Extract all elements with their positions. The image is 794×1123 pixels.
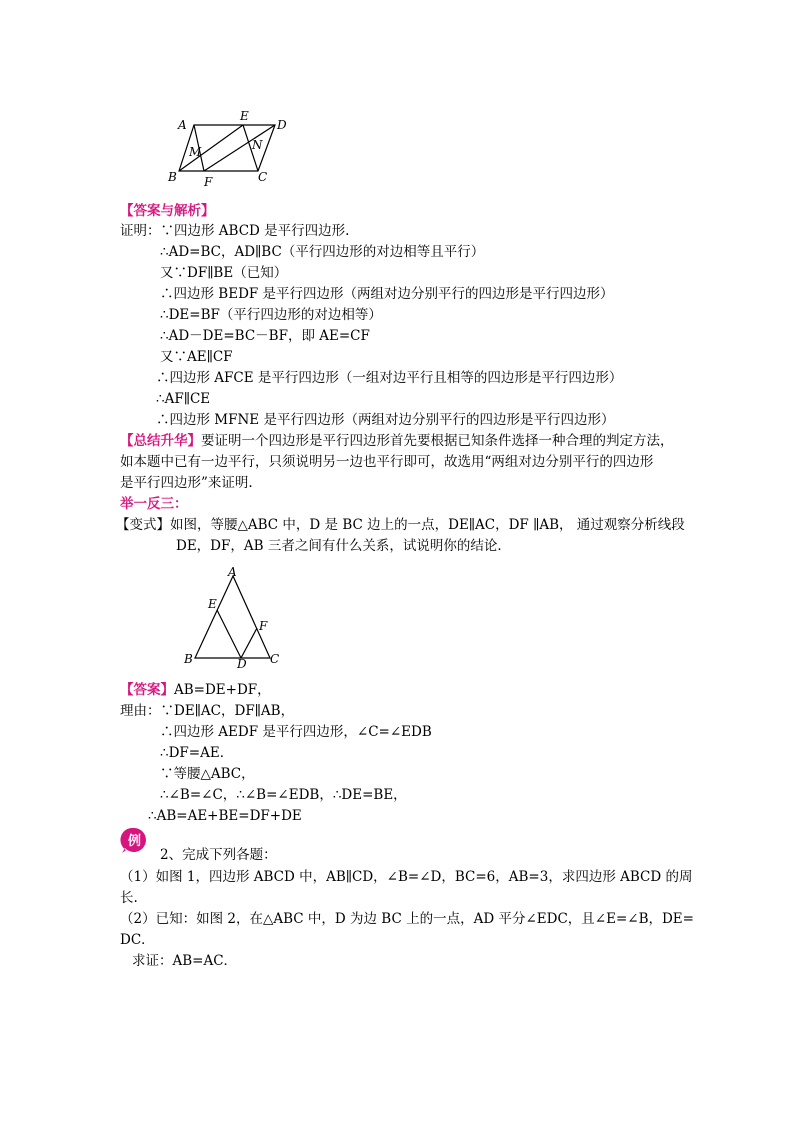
answer-text: AB=DE+DF，: [174, 682, 271, 698]
label-D: D: [277, 118, 287, 132]
summary-text: 要证明一个四边形是平行四边形首先要根据已知条件选择一种合理的判定方法，: [201, 433, 674, 449]
summary-line-3: 是平行四边形”来证明.: [120, 475, 253, 491]
answer-line: ∴AB=AE+BE=DF+DE: [148, 808, 302, 824]
proof-line: ∴AD=BC，AD∥BC（平行四边形的对边相等且平行）: [160, 244, 485, 260]
summary-tag: 【总结升华】: [120, 433, 201, 449]
variant-tag: 【变式】: [116, 517, 170, 533]
proof-line: ∴AF∥CE: [156, 391, 211, 407]
proof-line: ∴AD－DE=BC－BF，即 AE=CF: [160, 328, 370, 344]
proof-line: ∴四边形 BEDF 是平行四边形（两组对边分别平行的四边形是平行四边形）: [160, 286, 614, 302]
example-p1-line-1: （1）如图 1，四边形 ABCD 中，AB∥CD，∠B=∠D，BC=6，AB=3，求四边形 ABCD 的周: [120, 869, 693, 885]
proof-line: 又∵DF∥BE（已知）: [160, 265, 288, 281]
example-badge-icon: [120, 826, 148, 854]
label-D: D: [237, 657, 247, 671]
answer-line: ∴DF=AE．: [160, 745, 234, 761]
example-p2-line-1: （2）已知：如图 2，在△ABC 中，D 为边 BC 上的一点，AD 平分∠EDC，且∠E=∠B，DE=: [120, 911, 694, 927]
proof-line: ∴DE=BF（平行四边形的对边相等）: [160, 307, 382, 323]
example-intro: 2、完成下列各题：: [160, 847, 277, 863]
label-C: C: [258, 170, 268, 184]
label-F: F: [204, 175, 213, 189]
label-F: F: [259, 619, 268, 633]
label-B: B: [168, 170, 177, 184]
label-A: A: [178, 118, 187, 132]
answer-tag: 【答案】: [120, 682, 174, 698]
proof-line: ∴四边形 MFNE 是平行四边形（两组对边分别平行的四边形是平行四边形）: [156, 412, 615, 428]
answer-line: ∵等腰△ABC，: [160, 766, 255, 782]
answer-line: ∴四边形 AEDF 是平行四边形，∠C=∠EDB: [160, 724, 432, 740]
practice-heading: 举一反三：: [120, 496, 188, 512]
label-C: C: [270, 652, 280, 666]
answer-line-1: [120, 681, 271, 699]
label-E: E: [208, 597, 217, 611]
summary-line-2: 如本题中已有一边平行，只须说明另一边也平行即可，故选用“两组对边分别平行的四边形: [120, 454, 654, 470]
figure-triangle: [176, 564, 286, 674]
proof-line: ∴四边形 AFCE 是平行四边形（一组对边平行且相等的四边形是平行四边形）: [156, 370, 623, 386]
label-A: A: [228, 565, 237, 579]
label-B: B: [184, 652, 193, 666]
label-E: E: [240, 109, 249, 123]
example-badge-text: 例: [128, 834, 142, 849]
variant-line-2: DE，DF，AB 三者之间有什么关系，试说明你的结论．: [176, 538, 511, 554]
summary-line-1: [120, 432, 674, 450]
label-N: N: [252, 138, 263, 152]
variant-text: 如图，等腰△ABC 中，D 是 BC 边上的一点，DE∥AC，DF ∥AB， 通过观察分析线段: [170, 517, 685, 533]
figure-parallelogram: [160, 104, 300, 190]
example-p2-line-3: 求证：AB=AC．: [132, 953, 238, 969]
label-M: M: [189, 145, 202, 159]
variant-line-1: [116, 516, 685, 534]
proof-line: 又∵AE∥CF: [160, 349, 233, 365]
answer-line: ∴∠B=∠C，∴∠B=∠EDB，∴DE=BE，: [160, 787, 407, 803]
answer-line: 理由：∵DE∥AC，DF∥AB，: [120, 703, 295, 719]
answer-analysis-tag: 【答案与解析】: [120, 203, 215, 219]
example-p2-line-2: DC．: [120, 932, 155, 948]
proof-line: 证明：∵四边形 ABCD 是平行四边形.: [120, 223, 350, 239]
example-p1-line-2: 长.: [120, 890, 138, 906]
